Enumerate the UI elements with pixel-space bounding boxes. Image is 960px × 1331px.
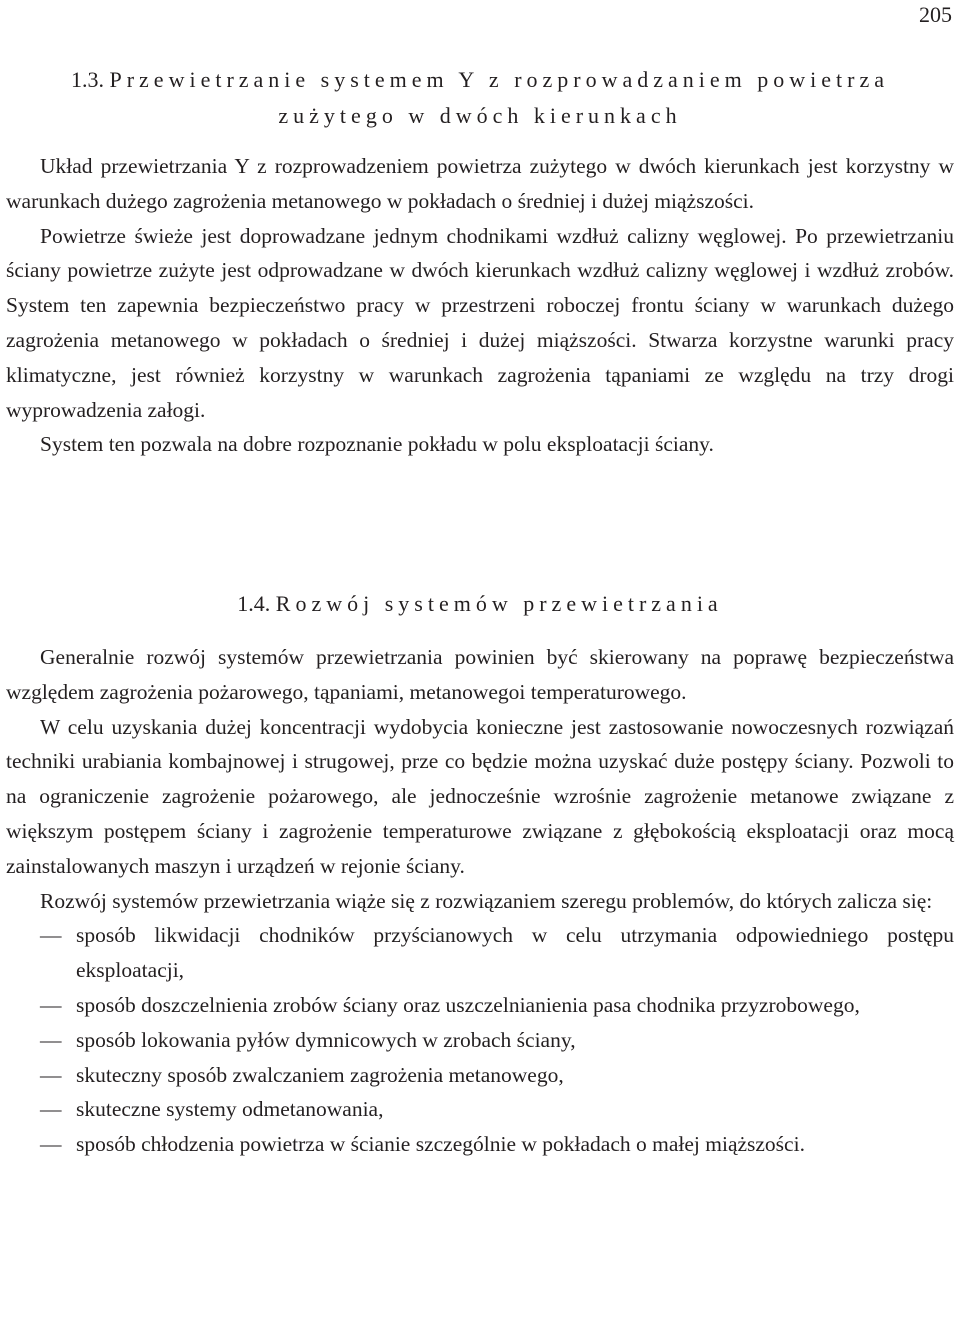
list-item-text: sposób doszczelnienia zrobów ściany oraz uszczelnianienia pasa chodnika przyzrobowego,	[76, 992, 860, 1017]
list-item	[6, 1023, 954, 1058]
paragraph: Powietrze świeże jest doprowadzane jednym chodnikami wzdłuż calizny węglowej. Po przewietrzaniu ściany powietrze zużyte jest odprowadzane w dwóch kierunkach wzdłuż calizny węglowej i wzdłuż zrobów. System ten zapewnia bezpieczeństwo pracy w przestrzeni roboczej frontu ściany w warunkach dużego zagrożenia metanowego w pokładach o średniej i dużej miąższości. Stwarza korzystne warunki pracy klimatyczne, jest również korzystny w warunkach zagrożenia tąpaniami ze względu na trzy drogi wyprowadzenia załogi.	[6, 223, 954, 422]
list-dash: —	[40, 923, 62, 948]
paragraph: W celu uzyskania dużej koncentracji wydobycia konieczne jest zastosowanie nowoczesnych rozwiązań techniki urabiania kombajnowej i strugowej, prze co będzie można uzyskać duże postępy ściany. Pozwoli to na ograniczenie zagrożenie pożarowego, ale jednocześnie wzrośnie zagrożenie metanowe związane z większym postępem ściany i zagrożenie temperaturowe związane z głębokością eksploatacji oraz mocą zainstalowanych maszyn i urządzeń w rejonie ściany.	[6, 714, 954, 878]
list-item	[6, 1092, 954, 1127]
list-item-text: sposób chłodzenia powietrza w ścianie szczególnie w pokładach o małej miąższości.	[76, 1132, 805, 1157]
list-item-text: skuteczny sposób zwalczaniem zagrożenia metanowego,	[76, 1062, 564, 1087]
list-item	[6, 1058, 954, 1093]
list-item	[6, 918, 954, 988]
paragraph: System ten pozwala na dobre rozpoznanie pokładu w polu eksploatacji ściany.	[40, 432, 714, 457]
section-1-3-heading-line-1	[30, 62, 930, 98]
list-dash: —	[40, 1132, 62, 1157]
section-1-4-number: 1.4.	[237, 591, 271, 616]
list-item-text: sposób likwidacji chodników przyścianowych w celu utrzymania odpowiedniego postępu eksploatacji,	[76, 923, 954, 983]
section-1-3-title-line-1: Przewietrzanie systemem Y z rozprowadzaniem powietrza	[109, 67, 890, 92]
section-1-3-body	[6, 149, 954, 462]
paragraph: Rozwój systemów przewietrzania wiąże się z rozwiązaniem szeregu problemów, do których zalicza się:	[40, 888, 933, 913]
list-dash: —	[40, 992, 62, 1017]
section-1-3-heading	[30, 62, 930, 134]
section-1-3-number: 1.3.	[70, 67, 104, 92]
list-item	[6, 1127, 954, 1162]
paragraph: Generalnie rozwój systemów przewietrzania powinien być skierowany na poprawę bezpieczeństwa względem zagrożenia pożarowego, tąpaniami, metanowegoi temperaturowego.	[6, 645, 954, 704]
page-number: 205	[919, 2, 952, 27]
list-dash: —	[40, 1062, 62, 1087]
list-item-text: skuteczne systemy odmetanowania,	[76, 1097, 384, 1122]
section-1-4-heading	[0, 586, 960, 622]
section-1-3-title-line-2: zużytego w dwóch kierunkach	[278, 103, 682, 128]
list-item-text: sposób lokowania pyłów dymnicowych w zrobach ściany,	[76, 1027, 576, 1052]
list-dash: —	[40, 1097, 62, 1122]
section-1-4-body	[6, 640, 954, 1162]
paragraph: Układ przewietrzania Y z rozprowadzeniem powietrza zużytego w dwóch kierunkach jest korzystny w warunkach dużego zagrożenia metanowego w pokładach o średniej i dużej miąższości.	[6, 154, 954, 213]
list-item	[6, 988, 954, 1023]
list-dash: —	[40, 1027, 62, 1052]
problem-list	[6, 918, 954, 1162]
section-1-4-title: Rozwój systemów przewietrzania	[275, 591, 723, 616]
